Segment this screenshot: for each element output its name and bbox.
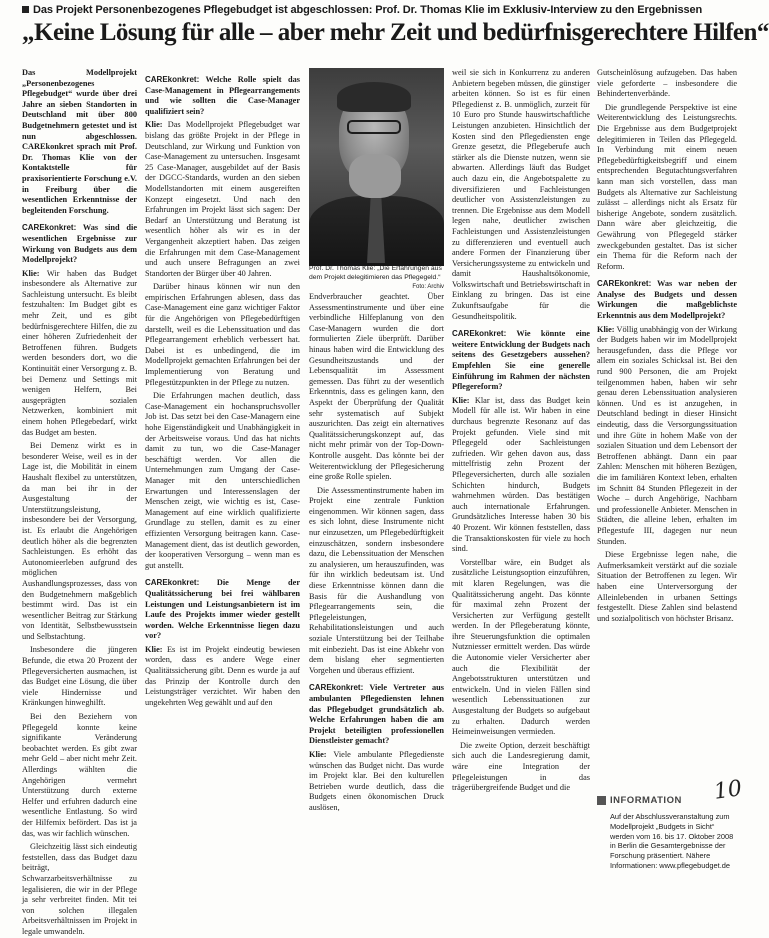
paragraph-text: Die grundlegende Perspektive ist eine Weiterentwicklung des Leistungsrechts. Die Ergebnisse aus dem Budgetprojekt delegitimieren in Teilen das Pflegegeld. In Verbindung mit einem neuen Pflegebedürftigkeitsbegriff und einem entsprechenden Begutachtungsverfahren kann man sich vorstellen, dass man Budgets als Alternative zur Sachleistung zulässt – allerdings nicht als Ersatz für bisherige Angebote, sondern zusätzlich. Dann wäre aber gleichzeitig, die Gewährung von Pflegegeld stärker zweckgebunden gestaltet. Das ist sicher ein Thema für die Reform nach der Reform. xyxy=(597,102,737,271)
paragraph-text: Völlig unabhängig von der Wirkung der Budgets haben wir im Modellprojekt herausgefunden, dass die Pflege vor allem ein soziales Schicksal ist. Bei den rund 900 Personen, die am Projekt teilgenommen haben, haben wir sehr genau deren Lebenssituation analysieren können. Und es ist anzugehen, in Deutschland bedingt in dieser Hinsicht eindeutig, dass die Versorgungssituation und ihre Güte in hohem Maße von der sozialen Situation und dem Lebensort der Betroffenen abhängt. Dann ein paar Zahlen: Menschen mit höheren Bezügen, die im familiären Kontext leben, erhalten im Schnitt 84 Stunden Pflegezeit in der Woche – durch Angehörige, Nachbarn und professionelle Anbieter. Menschen in Städten, die alleine leben, erhalten im Pflegestufe III, dagegen nur neun Stunden. xyxy=(597,324,737,546)
paragraph-text: Diese Ergebnisse legen nahe, die Aufmerksamkeit verstärkt auf die soziale Situation der Betroffenen zu legen. Wir haben eine Unterversorgung der Alleinlebenden in urbanen Settings festgestellt. Diese Zahlen sind belastend und sozialpolitisch von höchster Brisanz. xyxy=(597,550,737,623)
body-paragraph xyxy=(597,325,737,547)
intro-text: Das Modellprojekt „Personenbezogenes Pflegebudget“ wurde über drei Jahre an sieben Standorten in Deutschland mit über 800 Budgetnehmern getestet und ist nun abgeschlossen. CAREkonkret sprach mit Prof. Dr. Thomas Klie von der Kontaktstelle für praxisorientierte Forschung e.V. in Freiburg über die wesentlichen Erkenntnisse der begleitenden Forschung. xyxy=(22,68,137,215)
speaker-tag: Klie: xyxy=(597,324,615,334)
question-paragraph xyxy=(145,578,300,642)
speaker-tag: Klie: xyxy=(309,749,327,759)
paragraph-text: Wir haben das Budget insbesondere als Alternative zur Sachleistung untersucht. Es bleibt festzuhalten: Im Budget gibt es mehr Zeit, und es gibt bedürfnisgerechtere Hilfen, die zu einer höheren Zufriedenheit der Betroffenen führen. Budgets werden besonders dort, wo die Kontinuität einer Versorgung z. B. bei Demenz und Settings mit wenigen Helfern, Bei ausgeprägten sozialen Netzwerken, kombiniert mit einem hohen Pflegebedarf, wirkt das Budget am besten. xyxy=(22,268,137,437)
paragraph-text: Endverbraucher geachtet. Über Assessmentinstrumente und über eine verbindliche Hilfeplanung von den Case-Managern wurden die dort formulierten Ziele überprüft. Darüber hinaus haben wird die Entwicklung des Gesundheitszustands und der Lebensqualität im Assessment gemessen. Das führt zu der wesentlich Erkenntnis, dass es gelingen kann, den Aspekt der Überprüfung der Qualität sehr systematisch auf Subjekt auszurichten. Das zeigt ein alternatives Qualitätssicherungskonzept auf, das nicht mehr primär von der Top-Down-Kontrolle ausgeht. Das könnte bei der Weiterentwicklung der Pflegesicherung eine große Rolle spielen. xyxy=(309,292,444,482)
speaker-tag: CAREkonkret: xyxy=(22,223,77,233)
question-paragraph xyxy=(22,223,137,265)
paragraph-text: Bei Demenz wirkt es in besonderer Weise, weil es in der Lage ist, die Mobilität in einem Haushalt flexibel zu unterstützen, da man bei ihr in der Ausgestaltung der Unterstützungsleistung, insbesondere bei der Versorgung, ist. Es erlaubt die Angehörigen deutlich höher als die begrenzten Sachleistungen. Es erhöht das Autonomieerleben aufgrund des möglichen Aushandlungsprozesses, dass von den Budgetnehmern maßgeblich bestimmt wird. Das ist ein wesentlicher Beitrag zur Stärkung von Identität, Selbstbewusstsein und Selbstachtung. xyxy=(22,441,137,641)
column-3 xyxy=(309,292,444,926)
kicker-line xyxy=(22,4,742,16)
speaker-tag: Klie: xyxy=(452,395,470,405)
paragraph-text: weil sie sich in Konkurrenz zu anderen Anbietern begeben müssen, die günstiger arbeiten können. So ist es für einen Pflegedienst z. B. unmöglich, zurzeit für 10 Euro pro Stunde hauswirtschaftliche Leistungen anzubieten. Hinsichtlich der Kosten sind den Pflegediensten enge Grenze gesetzt, die Pflegeberufe auch stärker als die Dienste nutzen, wenn sie abwarten. Allerdings läuft das Budget auch dazu ein, die Angebotspalette zu diversifizieren und Fachleistungen deutlicher von Assistenzleistungen zu trennen. Die Ergebnisse aus dem Modell legen nahe, deutlicher zwischen Fachleistungen und Assistenzleistungen zu differenzieren und eventuell auch andere Formen der Finanzierung über Versicherungssysteme zu entwickeln und damit Haushaltsökonomie, Volkswirtschaft und Betriebswirtschaft in Einklang zu bringen. Das ist eine Zukunftsaufgabe für die Gesundheitspolitik. xyxy=(452,68,590,321)
paragraph-text: Das Modellprojekt Pflegebudget war bislang das größte Projekt in der Pflege in Deutschland, zur Wirkung und Funktion von Case-Management zu untersuchen. Insgesamt 25 Case-Manager, ausgebildet auf der Basis der DGCC-Standards, wurden an den sieben Modellstandorten mit einem ausgereiften Konzept eingesetzt. Und nach den Erfahrungen im Projekt lässt sich sagen: Der Bedarf an Unterstützung und Beratung ist wesentlich höher als wir es in der Vergangenheit akzeptiert haben. Das zeigen die Erfahrungen mit dem Case-Management und auch unsere Befragungen an zwei Standorten der Bürger über 40 Jahren. xyxy=(145,120,300,278)
body-paragraph xyxy=(309,292,444,483)
paragraph-text: Gleichzeitig lässt sich eindeutig feststellen, dass das Budget dazu beiträgt, Schwarzarbeitsverhältnisse zu legalisieren, die wir in der Pflege ja sehr verbreitet finden. Mit tei von solchen illegalen Arbeitsverhältnissen im Projekt in legale umwandeln. xyxy=(22,842,137,936)
body-paragraph xyxy=(452,558,590,738)
speaker-tag: Klie: xyxy=(145,644,163,654)
info-box-text: Auf der Abschlussveranstaltung zum Modellprojekt „Budgets in Sicht“ werden vom 16. bis 17. Oktober 2008 in Berlin die Gesamtergebnisse der Forschung präsentiert. Nähere Informationen: www.pflegebudget.de xyxy=(610,812,734,870)
body-paragraph xyxy=(22,441,137,642)
paragraph-text: Die Erfahrungen machen deutlich, dass Case-Management ein hochanspruchsvoller Job ist. Das setzt bei den Case-Managern eine hohe Eigenständigkeit und Unabhängigkeit in der Arbeitsweise voraus. Und das hat nichts damit zu tun, wo die Case-Manager beschäftigt werden. Vor allen die Unternehmungen zum Umgang der Case-Manager mit den unterschiedlichen Erwartungen und Interessenslagen der Menschen zeigt, wie wichtig es ist, Case-Management auf eine wirklich qualifizierte Grundlage zu stellen, damit es zu einer effizienten Versorgung beitragen kann. Case-Management dient, das ist deutlich geworden, der kooperativen Versorgung – wenn man es gut anstellt. xyxy=(145,391,300,570)
paragraph-text: Die Assessmentinstrumente haben im Projekt eine zentrale Funktion eingenommen. Wir können sagen, dass es sich lohnt, diese Instrumente nicht nur einzusetzen, um Pflegebedürftigkeit einzuschätzen, sondern insbesondere dazu, die Lebenssituation der Menschen zu analysieren, um herauszufinden, was für ihn wirklich bedeutsam ist. Und diese Erkenntnisse können dann die Basis für die Aushandlung von Pflegearrangements sein, die Pflegeleistungen, Rehabilitationsleistungen und auch soziale Unterstützung bei der Teilhabe mit einbezieht. Das ist eine Abkehr von dem bislang eher segmentierten Vorgehen und überaus effizient. xyxy=(309,485,444,675)
speaker-tag: Klie: xyxy=(145,120,163,130)
headline: „Keine Lösung für alle – aber mehr Zeit und bedürfnisgerechtere Hilfen“ xyxy=(22,19,769,46)
paragraph-text: Wie könnte eine weitere Entwicklung der Budgets nach seitens des Gesetzgebers aussehen? Empfehlen Sie eine generelle Einführung im Rahmen der nächsten Pflegereform? xyxy=(452,329,590,392)
photo-credit: Foto: Archiv xyxy=(412,284,444,291)
body-paragraph xyxy=(452,68,590,322)
body-paragraph xyxy=(597,68,737,100)
speaker-tag: CAREkonkret: xyxy=(309,683,364,693)
body-paragraph xyxy=(145,391,300,571)
body-paragraph xyxy=(452,741,590,794)
photo-caption xyxy=(309,265,444,292)
body-paragraph xyxy=(452,396,590,555)
speaker-tag: CAREkonkret: xyxy=(452,329,507,339)
column-1-paragraphs xyxy=(22,223,137,937)
body-paragraph xyxy=(145,120,300,279)
body-paragraph xyxy=(309,750,444,814)
speaker-tag: Klie: xyxy=(22,268,40,278)
paragraph-text: Die Menge der Qualitätssicherung bei frei wählbaren Leistungen und Leistungsanbietern ist im Laufe des Projekts immer wieder gestellt worden. Welche Erkenntnisse liegen dazu vor? xyxy=(145,578,300,641)
paragraph-text: Was war neben der Analyse des Budgets und dessen Wirkungen die maßgeblichste Erkenntnis aus dem Modellprojekt? xyxy=(597,279,737,321)
question-paragraph xyxy=(309,683,444,747)
column-4 xyxy=(452,68,590,926)
page-number: 10 xyxy=(712,776,744,805)
paragraph-text: Bei den Beziehern von Pflegegeld konnte keine signifikante Veränderung beobachtet werden. Es gibt zwar mehr Geld – aber nicht mehr Zeit. Allerdings wählten die Angehörigen vermehrt Unterstützung durch externe Helfer und erfuhren dadurch eine wesentliche Entlastung. So wird der Hilfemix befördert. Das ist ja das, was wir fachlich wünschen. xyxy=(22,712,137,838)
body-paragraph xyxy=(597,550,737,624)
column-1 xyxy=(22,68,137,936)
paragraph-text: Welche Rolle spielt das Case-Management in Pflegearrangements und wie sollten die Case-Manager qualifiziert sein? xyxy=(145,75,300,116)
portrait-photo xyxy=(309,68,444,263)
paragraph-text: Die zweite Option, derzeit beschäftigt sich auch die Landesregierung damit, wäre eine Integration der Pflegeleistungen in das trägerübergreifende Budget und die xyxy=(452,740,590,793)
body-paragraph xyxy=(145,645,300,709)
info-box xyxy=(597,795,737,930)
body-paragraph xyxy=(22,712,137,839)
caption-text: Prof. Dr. Thomas Klie: „Die Erfahrungen aus dem Projekt delegitimieren das Pflegegeld.“ xyxy=(309,265,442,281)
column-2 xyxy=(145,68,300,926)
body-paragraph xyxy=(597,103,737,273)
photo-glasses-shape xyxy=(347,120,401,134)
paragraph-text: Viele ambulante Pflegedienste wünschen das Budget nicht. Das wurde im Projekt klar. Bei den kulturellen Betrieben wurde deutlich, dass die Budgets einen ökonomischen Druck auslösen, xyxy=(309,749,444,812)
paragraph-text: Klar ist, dass das Budget kein Modell für alle ist. Wir haben in eine durchaus begrenzte Resonanz auf das Projekt gefunden. Viele sind mit Pflegegeld oder Sachleistungen zufrieden. Wir gehen davon aus, dass mittelfristig zehn Prozent der Pflegeversicherten, durch alle sozialen Schichten hindurch, Budgets wahrnehmen würden. Das bestätigen auch internationale Erfahrungen. Grundsätzliches Interesse haben 30 bis 40 Prozent. Wir können feststellen, dass die Transaktionskosten für viele zu hoch sind. xyxy=(452,395,590,554)
paragraph-text: Es ist im Projekt eindeutig bewiesen worden, dass es andere Wege einer Qualitätssicherung gibt. Denn es wurde ja auf das Prinzip der Kontrolle durch den Leistungsträger verzichtet. Wir haben den ungekehrten Weg gewählt und auf den xyxy=(145,644,300,707)
body-paragraph xyxy=(22,645,137,709)
kicker-text: Das Projekt Personenbezogenes Pflegebudget ist abgeschlossen: Prof. Dr. Thomas Klie im Exklusiv-Interview zu den Ergebnissen xyxy=(33,4,703,16)
speaker-tag: CAREkonkret: xyxy=(145,578,200,588)
speaker-tag: CAREkonkret: xyxy=(145,75,200,84)
kicker-square-icon xyxy=(22,6,29,13)
paragraph-text: Insbesondere die jüngeren Befunde, die etwa 20 Prozent der Pflegeversicherten ausmachen, ist das Budget eine Lösung, die über viele Hindernisse und Kränkungen hinweghilft. xyxy=(22,645,137,708)
body-paragraph xyxy=(145,282,300,388)
paragraph-text: Viele Vertreter aus ambulanten Pflegediensten lehnen das Pflegebudget grundsätzlich ab. Welche Erfahrungen haben die am Projekt beteiligten professionellen Dienstleister gemacht? xyxy=(309,683,444,746)
speaker-tag: CAREkonkret: xyxy=(597,279,652,289)
photo-hand-shape xyxy=(349,154,401,198)
paragraph-text: Gutscheinlösung aufzugeben. Das haben viele geforderte – insbesondere die Behindertenverbände. xyxy=(597,68,737,99)
question-paragraph xyxy=(597,279,737,321)
body-paragraph xyxy=(22,842,137,937)
photo-hair-shape xyxy=(337,82,411,112)
info-square-icon xyxy=(597,796,606,805)
column-5 xyxy=(597,68,737,780)
paragraph-text: Was sind die wesentlichen Ergebnisse zur Wirkung von Budgets aus dem Modellprojekt? xyxy=(22,223,137,265)
info-box-title: INFORMATION xyxy=(610,795,682,806)
question-paragraph xyxy=(145,75,300,117)
paragraph-text: Vorstellbar wäre, ein Budget als zusätzliche Leistungsoption einzuführen, mit klaren Regelungen, was die Qualitätssicherung angeht. Das könnte für maximal zehn Prozent der Versicherten zur Verfügung gestellt werden. In der Pflegeberatung könnte, ihre Steuerungsfunktion die optimalen Nutzniesser ermittelt werden. Das würde die Autonomie vieler Versicherter aber auch die Flexibilität der Angebotsstrukturen unterstützen und entwickeln. Und in vielen Fällen sind wesentlich Lebenssituationen zur Ausgestaltung der Budgets so aufgebaut zu erhalten. Dadurch werden Heimeinweisungen vermieden. xyxy=(452,557,590,737)
paragraph-text: Darüber hinaus können wir nun den empirischen Erfahrungen ablesen, dass das Case-Management eine ganz wichtiger Faktor für die Angehörigen von Pflegebedürftigen darstellt, weil es die Lebenssituation und das Pflegearrangement erheblich verbessert hat. Dabei ist es unbedingend, die im Modellprojekt gemachten Erfahrungen bei der Implementierung von Beratung und Pflegestützpunkten in der Pflege zu nutzen. xyxy=(145,282,300,387)
body-paragraph xyxy=(22,269,137,439)
question-paragraph xyxy=(452,329,590,393)
body-paragraph xyxy=(309,486,444,677)
